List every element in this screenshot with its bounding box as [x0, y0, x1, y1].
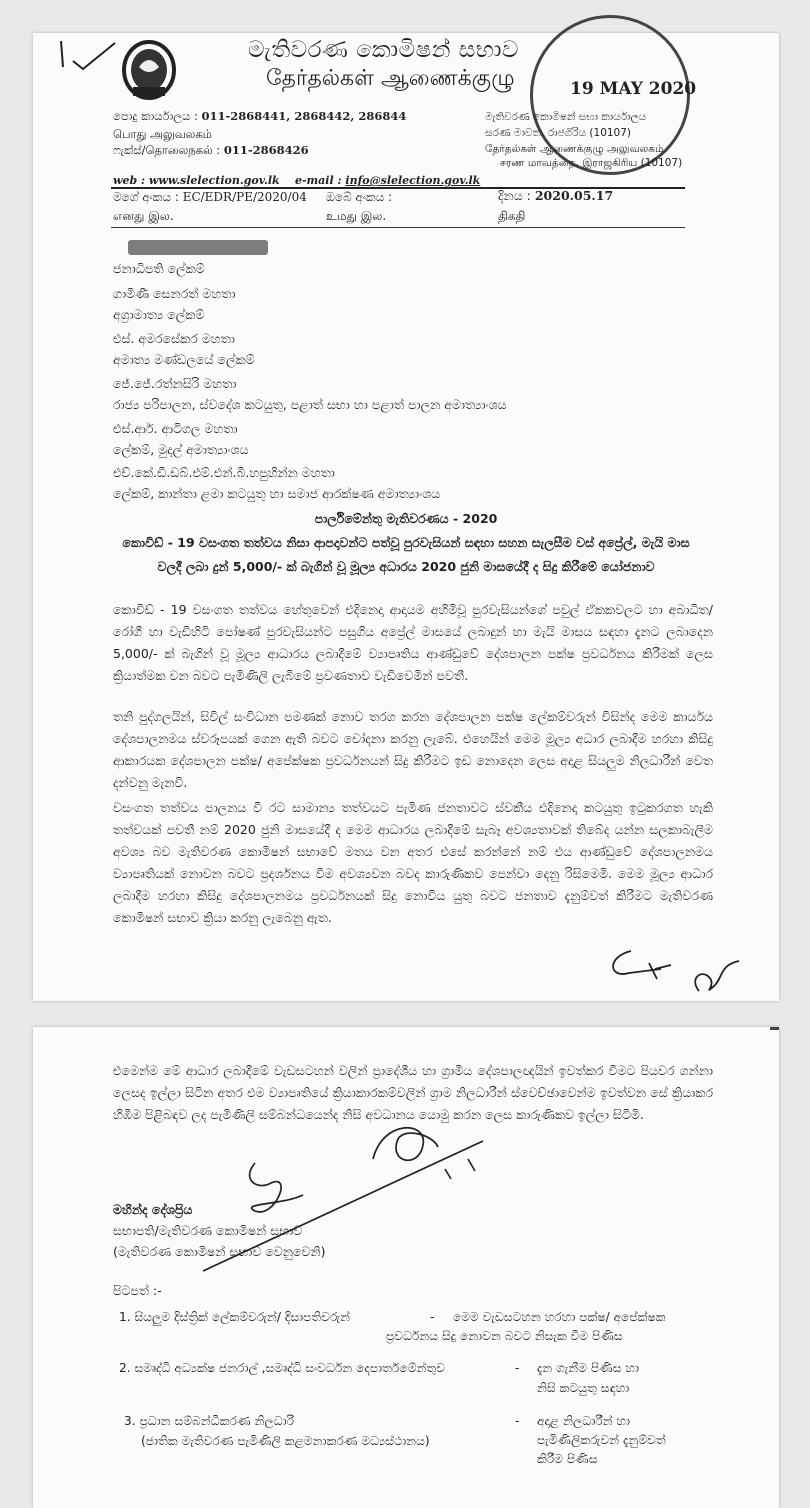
recipient-5-name: එස්.ආර්. ආටිගල මහතා: [113, 421, 238, 436]
recipient-4-title: රාජ්‍ය පරිපාලන, ස්වදේශ කටයුතු, පළාත් සභා හා පළාත් පාලන අමාත්‍යාංශය: [113, 397, 507, 412]
my-number-tamil: எனது இல.: [113, 209, 174, 223]
handwritten-initials: [601, 939, 751, 1001]
handwritten-tick-mark: [55, 35, 125, 75]
recipient-3-name: එස්. අමරසේකර මහතා: [113, 331, 235, 346]
cc-item-1-purpose-2: ප්‍රවර්ධනය සිදු නොවන බවට නිසැක වීම පිණිස: [386, 1329, 623, 1343]
email-link[interactable]: info@slelection.gov.lk: [345, 174, 481, 187]
body-paragraph-2: තනි පුද්ගලයින්, සිවිල් සංවිධාන පමණක් නොව තරග කරන දේශපාලන පක්ෂ ලේකම්වරුන් විසින්ද මෙම කාර්යය දේශපාලනමය ස්වරූපයක් ගෙන ඇති බවට චෝදනා කරනු ලැබේ. එහෙයින් මෙම මූල්‍ය අධාර ලබාදීම හරහා කිසිදු ආකාරයක දේශපාලන පක්ෂ/ අපේක්ෂක ප්‍රවර්ධනයන් සිදු කිරීමට ඉඩ නොදෙන ලෙස අදාළ සියලුම නිලධාරීන් වෙත දන්වනු මැනවි.: [113, 709, 713, 790]
subject-heading: පාර්ලිමේන්තු මැතිවරණය - 2020: [314, 511, 498, 526]
cc-item-2-purpose-1: දැන ගැනීම පිණිස හා: [537, 1361, 640, 1375]
commission-name-sinhala: මැතිවරණ කොමිෂන් සභාව: [248, 37, 519, 63]
cc-item-3-purpose-1: අදාළ නිලධාරීන් හා: [537, 1414, 631, 1428]
my-number: මගේ අංකය : EC/EDR/PE/2020/04: [113, 190, 307, 204]
recipient-5-title: ලේකම්, මුදල් අමාත්‍යාංශය: [113, 442, 249, 457]
subject-detail: කොවිඩ් - 19 වසංගත තත්වය නිසා ආපදාවන්ට පත්වූ පුරවැසියන් සඳහා සහන සැලසීම වස් අප්‍රේල්, මැයි මාස වලදී ලබා දුන් 5,000/- ක් බැගින් වූ මූල්‍ය අධාරය 2020 ජුනි මාසයේදී ද සිදු කිරීමේ යෝජනාව: [122, 535, 690, 574]
date-label-tamil: திகதி: [498, 209, 526, 223]
recipient-2-name: ගාමිණී සෙනරත් මහතා: [113, 286, 236, 301]
letter-date: දිනය : 2020.05.17: [498, 188, 614, 203]
cc-item-3-line-2: (ජාතික මැතිවරණ පැමිණිලි කළමනාකරණ මධ්‍යස්ථානය): [141, 1434, 430, 1448]
cc-item-3: 3. ප්‍රධාන සම්බන්ධීකරණ නිලධාරි: [124, 1414, 295, 1428]
sri-lanka-emblem-icon: [121, 39, 177, 101]
recipient-6-title: ලේකම්, කාන්තා ළමා කටයුතු හා සමාජ ආරක්ෂණ අමාත්‍යාංශය: [113, 486, 441, 501]
redaction-mark: [128, 240, 268, 255]
cc-item-3-purpose-3: කිරීම පිණිස: [537, 1452, 598, 1466]
cc-item-1: 1. සියලුම දිස්ත්‍රික් ලේකම්වරුන්/ දිසාපතිවරුන්: [119, 1310, 351, 1324]
body-paragraph-4: එමෙන්ම මේ ආධාර ලබාදීමේ වැඩසටහන් වලින් ප්‍රාදේශීය හා ග්‍රාමීය දේශපාලඥයින් ඉවත්කර වීමට පියවර ගන්නා ලෙසද ඉල්ලා සිටින අතර එම ව්‍යාපෘතියේ ක්‍රියාකාරකම්වලින් ග්‍රාම නිලධාරීන් ස්වෙච්ඡාවෙන්ම ඉවත්වන සේ ක්‍රියාකර හිඹීම පිළිබඳව ලද පැමිණිලි සම්බන්ධයෙන්ද නිසි අවධානය යොමු කරන ලෙස කාරුණිකව ඉල්ලා සිටිමි.: [113, 1063, 713, 1122]
office-sinhala: මැතිවරණ කොමිෂන් සභා කාර්යාලය: [485, 111, 647, 123]
office-sinhala-address: සරණ මාවත, රාජගිරිය (10107): [485, 127, 632, 139]
recipient-3-title: අමාත්‍ය මණ්ඩලයේ ලේකම්: [113, 352, 255, 367]
body-paragraph-3: වසංගත තත්වය පාලනය වී රට සාමාන්‍ය තත්වයට පැමිණ ජනතාවට ස්වකීය එදිනෙදා කටයුතු ඉටුකරගත හැකි තත්වයක් පවතී නම් 2020 ජුනි මාසයේදී ද මෙම ආධාරය ලබාදීමේ සැබෑ අවශ්‍යතාවක් තිබේද යන්න සලකාබැලීම අවශ්‍ය බව මැතිවරණ කොමිෂන් සභාවේ මතය වන අතර එසේ කරන්නේ නම් එය ආණ්ඩුවේ දේශපාලනමය ව්‍යාපෘතියක් නොවන බවට ප්‍රදර්ශනය වීම අවශ්‍යවන බවද කාරුණිකව පෙන්වා දෙනු රිසිමෙමි. මෙම මූල්‍ය ආධාර ලබාදීම හරහා කිසිදු දේශපාලනමය ප්‍රවර්ධනයක් සිදු නොවිය යුතු බවට ජනතාව දැනුම්වත් කිරීමට මැතිවරණ කොමිෂන් සභාව ක්‍රියා කරනු ලැබෙනු ඇත.: [113, 800, 713, 925]
cc-item-2-purpose-2: නිසි කටයුතු සඳහා: [537, 1381, 630, 1395]
letter-page-1: [33, 33, 779, 1001]
web-email-line: web : www.slelection.gov.lk e-mail : info@slelection.gov.lk: [113, 174, 481, 187]
office-tamil-address: சரண மாவத்தை, இராஜகிரிய (10107): [500, 157, 683, 169]
page-corner-mark: [770, 1027, 779, 1030]
cc-item-2: 2. සමෘද්ධි අධ්‍යක්ෂ ජනරාල් ,සමෘද්ධි සංවර්ධන දෙපාර්තමේන්තුව: [119, 1361, 446, 1375]
phone-line: පොදු කාර්යාලය : 011-2868441, 2868442, 286844: [113, 109, 407, 123]
cc-item-3-purpose-2: පැමිණිලිකරුවන් දැනුම්වත්: [537, 1433, 666, 1447]
body-paragraph-1: කොවිඩ් - 19 වසංගත තත්වය හේතුවෙන් එදිනෙදා ආදායම අහිමිවූ පුරවැසියන්ගේ පවුල් ඒකකවලට හා අබාධිත/ රෝගී හා වැඩිහිටි පෝෂණ් පුරවැසියන්ට පසුගිය අප්‍රේල් මාසයේ ලබාදුන් හා මැයි මාසය සඳහා දැනට ලබාදෙන 5,000/- ක් බැගින් වූ මූල්‍ය ආධාරය ලබාදීමේ ව්‍යාපෘතිය ආණ්ඩුවේ දේශපාලන පක්ෂ ප්‍රවර්ධනය කිරීමක් ලෙස ක්‍රියාත්මක වන බවට පැමිණිලි ලැබීමේ ප්‍රවණතාව වැඩිවෙමින් පවතී.: [113, 602, 713, 683]
phone-label-tamil: பொது அலுவலகம்: [113, 127, 212, 141]
cc-item-2-dash: -: [515, 1361, 520, 1375]
recipient-2-title: අග්‍රාමාත්‍ය ලේකම්: [113, 307, 205, 322]
cc-item-1-dash: -: [430, 1310, 435, 1324]
your-number-tamil: உமது இல.: [326, 209, 387, 223]
office-tamil: தேர்தல்கள் ஆணைக்குழு அலுவலகம்: [485, 143, 664, 155]
stamp-date: 19 MAY 2020: [570, 79, 697, 99]
letter-page-2: [33, 1027, 779, 1508]
reference-divider: [111, 227, 685, 228]
website-link[interactable]: www.slelection.gov.lk: [148, 174, 280, 187]
signatory-on-behalf: (මැතිවරණ කොමිෂන් සභාව වෙනුවෙනි): [113, 1244, 326, 1259]
copies-label: පිටපත් :-: [113, 1283, 162, 1298]
cc-item-1-purpose-1: මෙම වැඩසටහන හරහා පක්ෂ/ අපේක්ෂක: [453, 1310, 666, 1324]
recipient-6-name: එච්.කේ.ඩී.ඩබ්.එම්.එන්.බී.හපුහින්න මහතා: [113, 465, 335, 480]
signatory-title: සභාපති/මැතිවරණ කොමිෂන් සභාව: [113, 1223, 303, 1238]
recipient-1-title: ජනාධිපති ලේකම්: [113, 261, 205, 276]
your-number: ඔබේ අංකය :: [326, 190, 393, 204]
cc-item-3-dash: -: [515, 1414, 520, 1428]
fax-line: ෆැක්ස්/தொலைநகல் : 011-2868426: [113, 143, 309, 157]
signatory-name: මහින්ද දේශප්‍රිය: [113, 1202, 193, 1217]
recipient-4-name: ජේ.ජේ.රත්නසිරි මහතා: [113, 376, 237, 391]
commission-name-tamil: தேர்தல்கள் ஆணைக்குழு: [266, 66, 515, 91]
